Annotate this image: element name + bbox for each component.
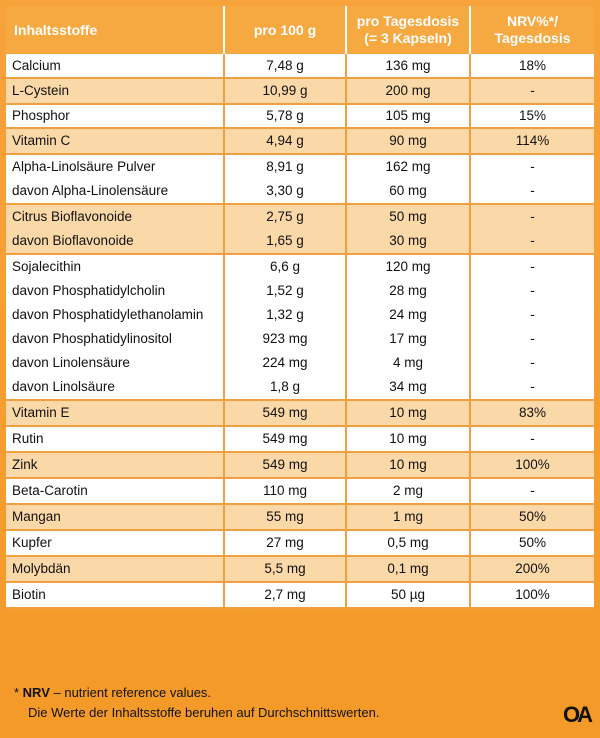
ingredient-cell	[6, 400, 224, 426]
ingredient-cell	[6, 478, 224, 504]
ingredient-cell-line: Phosphor	[12, 108, 70, 123]
nrv-cell-line: 200%	[515, 561, 550, 576]
ingredient-cell	[6, 104, 224, 128]
table-row	[6, 204, 594, 254]
header-per-100g: pro 100 g	[224, 6, 346, 54]
daily-dose-cell-line: 136 mg	[385, 57, 431, 73]
nrv-cell	[470, 54, 594, 78]
per-100g-cell-line: 2,75 g	[266, 209, 304, 224]
per-100g-cell-line: 7,48 g	[266, 57, 304, 73]
header-nrv	[470, 6, 594, 54]
ingredient-cell-line: Vitamin E	[12, 405, 70, 420]
nrv-cell	[470, 400, 594, 426]
ingredient-cell-line: Alpha-Linolsäure Pulver	[12, 159, 156, 174]
daily-dose-cell-line: 105 mg	[385, 108, 431, 123]
footnote-line1	[14, 683, 574, 703]
nrv-cell-line: 83%	[518, 405, 547, 420]
ingredient-cell-line: Zink	[12, 457, 38, 472]
header-daily-dose	[346, 6, 470, 54]
nrv-cell	[470, 78, 594, 104]
nrv-cell-line: -	[530, 283, 535, 298]
table-row	[6, 478, 594, 504]
nrv-cell-line: -	[530, 307, 535, 322]
per-100g-cell-line: 27 mg	[266, 535, 304, 550]
nrv-cell-line: -	[530, 83, 535, 98]
nrv-cell-line: -	[530, 183, 535, 198]
per-100g-cell-line: 549 mg	[262, 457, 308, 472]
nrv-cell-line: 18%	[518, 57, 547, 73]
nutrient-table-container	[6, 6, 594, 609]
nrv-cell-line: -	[530, 233, 535, 248]
ingredient-cell-line: davon Phosphatidylethanolamin	[12, 307, 204, 322]
daily-dose-cell	[346, 128, 470, 154]
table-row	[6, 400, 594, 426]
per-100g-cell	[224, 504, 346, 530]
nrv-cell	[470, 452, 594, 478]
ingredient-cell-line: davon Bioflavonoide	[12, 233, 134, 248]
daily-dose-cell-line: 120 mg	[385, 259, 431, 274]
table-row	[6, 426, 594, 452]
nrv-cell-line: -	[530, 431, 535, 446]
per-100g-cell	[224, 78, 346, 104]
daily-dose-cell-line: 200 mg	[385, 83, 431, 98]
daily-dose-cell-line: 50 µg	[390, 587, 426, 602]
nrv-cell-line: 15%	[518, 108, 547, 123]
ingredient-cell	[6, 128, 224, 154]
per-100g-cell	[224, 254, 346, 400]
header-daily-dose-line1: pro Tagesdosis	[356, 13, 460, 29]
per-100g-cell-line: 6,6 g	[269, 259, 301, 274]
per-100g-cell	[224, 154, 346, 204]
ingredient-cell-line: Calcium	[12, 57, 61, 73]
daily-dose-cell	[346, 254, 470, 400]
ingredient-cell	[6, 556, 224, 582]
nrv-cell	[470, 426, 594, 452]
daily-dose-cell-line: 60 mg	[389, 183, 427, 198]
ingredient-cell	[6, 78, 224, 104]
nrv-cell	[470, 154, 594, 204]
nutrient-table	[6, 6, 594, 609]
daily-dose-cell	[346, 54, 470, 78]
ingredient-cell-line: davon Phosphatidylinositol	[12, 331, 172, 346]
per-100g-cell-line: 2,7 mg	[264, 587, 306, 602]
per-100g-cell-line: 1,52 g	[266, 283, 304, 298]
header-nrv-line2: Tagesdosis	[494, 30, 571, 46]
nrv-cell	[470, 478, 594, 504]
daily-dose-cell	[346, 78, 470, 104]
daily-dose-cell	[346, 530, 470, 556]
per-100g-cell	[224, 478, 346, 504]
table-header-row	[6, 6, 594, 54]
daily-dose-cell	[346, 426, 470, 452]
daily-dose-cell-line: 90 mg	[389, 133, 427, 148]
nrv-cell-line: 114%	[515, 133, 550, 148]
table-row	[6, 104, 594, 128]
header-daily-dose-line2: (= 3 Kapseln)	[364, 30, 452, 46]
per-100g-cell-line: 923 mg	[262, 331, 308, 346]
daily-dose-cell	[346, 582, 470, 608]
per-100g-cell-line: 10,99 g	[262, 83, 308, 98]
ingredient-cell-line: Biotin	[12, 587, 46, 602]
nrv-cell-line: -	[530, 259, 535, 274]
nrv-cell-line: -	[530, 159, 535, 174]
per-100g-cell	[224, 400, 346, 426]
per-100g-cell	[224, 556, 346, 582]
daily-dose-cell-line: 0,5 mg	[387, 535, 429, 550]
per-100g-cell-line: 1,8 g	[269, 379, 301, 394]
per-100g-cell	[224, 104, 346, 128]
ingredient-cell-line: davon Phosphatidylcholin	[12, 283, 166, 298]
daily-dose-cell-line: 34 mg	[389, 379, 427, 394]
daily-dose-cell-line: 28 mg	[389, 283, 427, 298]
ingredient-cell-line: Rutin	[12, 431, 44, 446]
per-100g-cell	[224, 54, 346, 78]
ingredient-cell	[6, 54, 224, 78]
daily-dose-cell	[346, 556, 470, 582]
nrv-cell-line: 50%	[518, 535, 547, 550]
nrv-cell	[470, 104, 594, 128]
daily-dose-cell-line: 1 mg	[392, 509, 423, 524]
daily-dose-cell	[346, 400, 470, 426]
per-100g-cell-line: 1,32 g	[266, 307, 304, 322]
daily-dose-cell-line: 162 mg	[385, 159, 431, 174]
nrv-cell-line: -	[530, 355, 535, 370]
footnote-nrv-text: – nutrient reference values.	[49, 685, 212, 700]
per-100g-cell-line: 549 mg	[262, 405, 308, 420]
per-100g-cell	[224, 530, 346, 556]
daily-dose-cell-line: 50 mg	[389, 209, 427, 224]
ingredient-cell-line: davon Linolensäure	[12, 355, 130, 370]
ingredient-cell	[6, 530, 224, 556]
ingredient-cell-line: Mangan	[12, 509, 61, 524]
ingredient-cell-line: L-Cystein	[12, 83, 70, 98]
ingredient-cell	[6, 504, 224, 530]
daily-dose-cell	[346, 154, 470, 204]
table-body	[6, 54, 594, 608]
daily-dose-cell	[346, 452, 470, 478]
ingredient-cell	[6, 254, 224, 400]
nrv-cell	[470, 530, 594, 556]
per-100g-cell	[224, 204, 346, 254]
daily-dose-cell-line: 4 mg	[392, 355, 423, 370]
per-100g-cell	[224, 128, 346, 154]
ingredient-cell-line: davon Alpha-Linolensäure	[12, 183, 169, 198]
per-100g-cell-line: 3,30 g	[266, 183, 304, 198]
footnote	[14, 683, 574, 723]
daily-dose-cell-line: 10 mg	[389, 457, 427, 472]
ingredient-cell-line: Sojalecithin	[12, 259, 82, 274]
daily-dose-cell-line: 30 mg	[389, 233, 427, 248]
table-row	[6, 154, 594, 204]
nrv-cell	[470, 582, 594, 608]
header-ingredients: Inhaltsstoffe	[6, 6, 224, 54]
per-100g-cell-line: 55 mg	[266, 509, 304, 524]
ingredient-cell-line: Beta-Carotin	[12, 483, 88, 498]
nrv-cell-line: 50%	[518, 509, 547, 524]
per-100g-cell-line: 8,91 g	[266, 159, 304, 174]
nrv-cell-line: -	[530, 379, 535, 394]
nrv-cell-line: -	[530, 331, 535, 346]
ingredient-cell-line: davon Linolsäure	[12, 379, 115, 394]
per-100g-cell	[224, 426, 346, 452]
ingredient-cell	[6, 426, 224, 452]
ingredient-cell-line: Citrus Bioflavonoide	[12, 209, 133, 224]
per-100g-cell-line: 549 mg	[262, 431, 308, 446]
table-row	[6, 530, 594, 556]
table-row	[6, 78, 594, 104]
daily-dose-cell	[346, 204, 470, 254]
footnote-nrv-abbr: NRV	[22, 685, 50, 700]
ingredient-cell-line: Molybdän	[12, 561, 71, 576]
per-100g-cell-line: 1,65 g	[266, 233, 304, 248]
daily-dose-cell	[346, 504, 470, 530]
per-100g-cell-line: 4,94 g	[266, 133, 304, 148]
header-nrv-line1: NRV%*/	[506, 13, 559, 29]
table-row	[6, 54, 594, 78]
ingredient-cell	[6, 582, 224, 608]
nrv-cell-line: 100%	[515, 587, 550, 602]
ingredient-cell-line: Vitamin C	[12, 133, 71, 148]
footnote-star: *	[14, 685, 23, 700]
per-100g-cell-line: 5,5 mg	[264, 561, 306, 576]
brand-logo: OA	[563, 702, 590, 727]
ingredient-cell	[6, 154, 224, 204]
daily-dose-cell-line: 2 mg	[392, 483, 423, 498]
daily-dose-cell-line: 10 mg	[389, 431, 427, 446]
footnote-line2: Die Werte der Inhaltsstoffe beruhen auf Durchschnittswerten.	[28, 705, 380, 720]
table-row	[6, 452, 594, 478]
nrv-cell-line: -	[530, 483, 535, 498]
table-row	[6, 582, 594, 608]
nrv-cell	[470, 504, 594, 530]
table-row	[6, 254, 594, 400]
daily-dose-cell-line: 0,1 mg	[387, 561, 429, 576]
daily-dose-cell-line: 24 mg	[389, 307, 427, 322]
table-row	[6, 504, 594, 530]
ingredient-cell	[6, 204, 224, 254]
ingredient-cell	[6, 452, 224, 478]
daily-dose-cell	[346, 478, 470, 504]
daily-dose-cell-line: 10 mg	[389, 405, 427, 420]
daily-dose-cell	[346, 104, 470, 128]
nrv-cell	[470, 254, 594, 400]
daily-dose-cell-line: 17 mg	[389, 331, 427, 346]
nrv-cell	[470, 128, 594, 154]
per-100g-cell-line: 110 mg	[262, 483, 308, 498]
per-100g-cell-line: 5,78 g	[266, 108, 304, 123]
per-100g-cell	[224, 452, 346, 478]
nrv-cell	[470, 204, 594, 254]
ingredient-cell-line: Kupfer	[12, 535, 52, 550]
per-100g-cell-line: 224 mg	[262, 355, 308, 370]
nrv-cell-line: 100%	[515, 457, 550, 472]
nrv-cell-line: -	[530, 209, 535, 224]
table-row	[6, 128, 594, 154]
per-100g-cell	[224, 582, 346, 608]
table-row	[6, 556, 594, 582]
nrv-cell	[470, 556, 594, 582]
